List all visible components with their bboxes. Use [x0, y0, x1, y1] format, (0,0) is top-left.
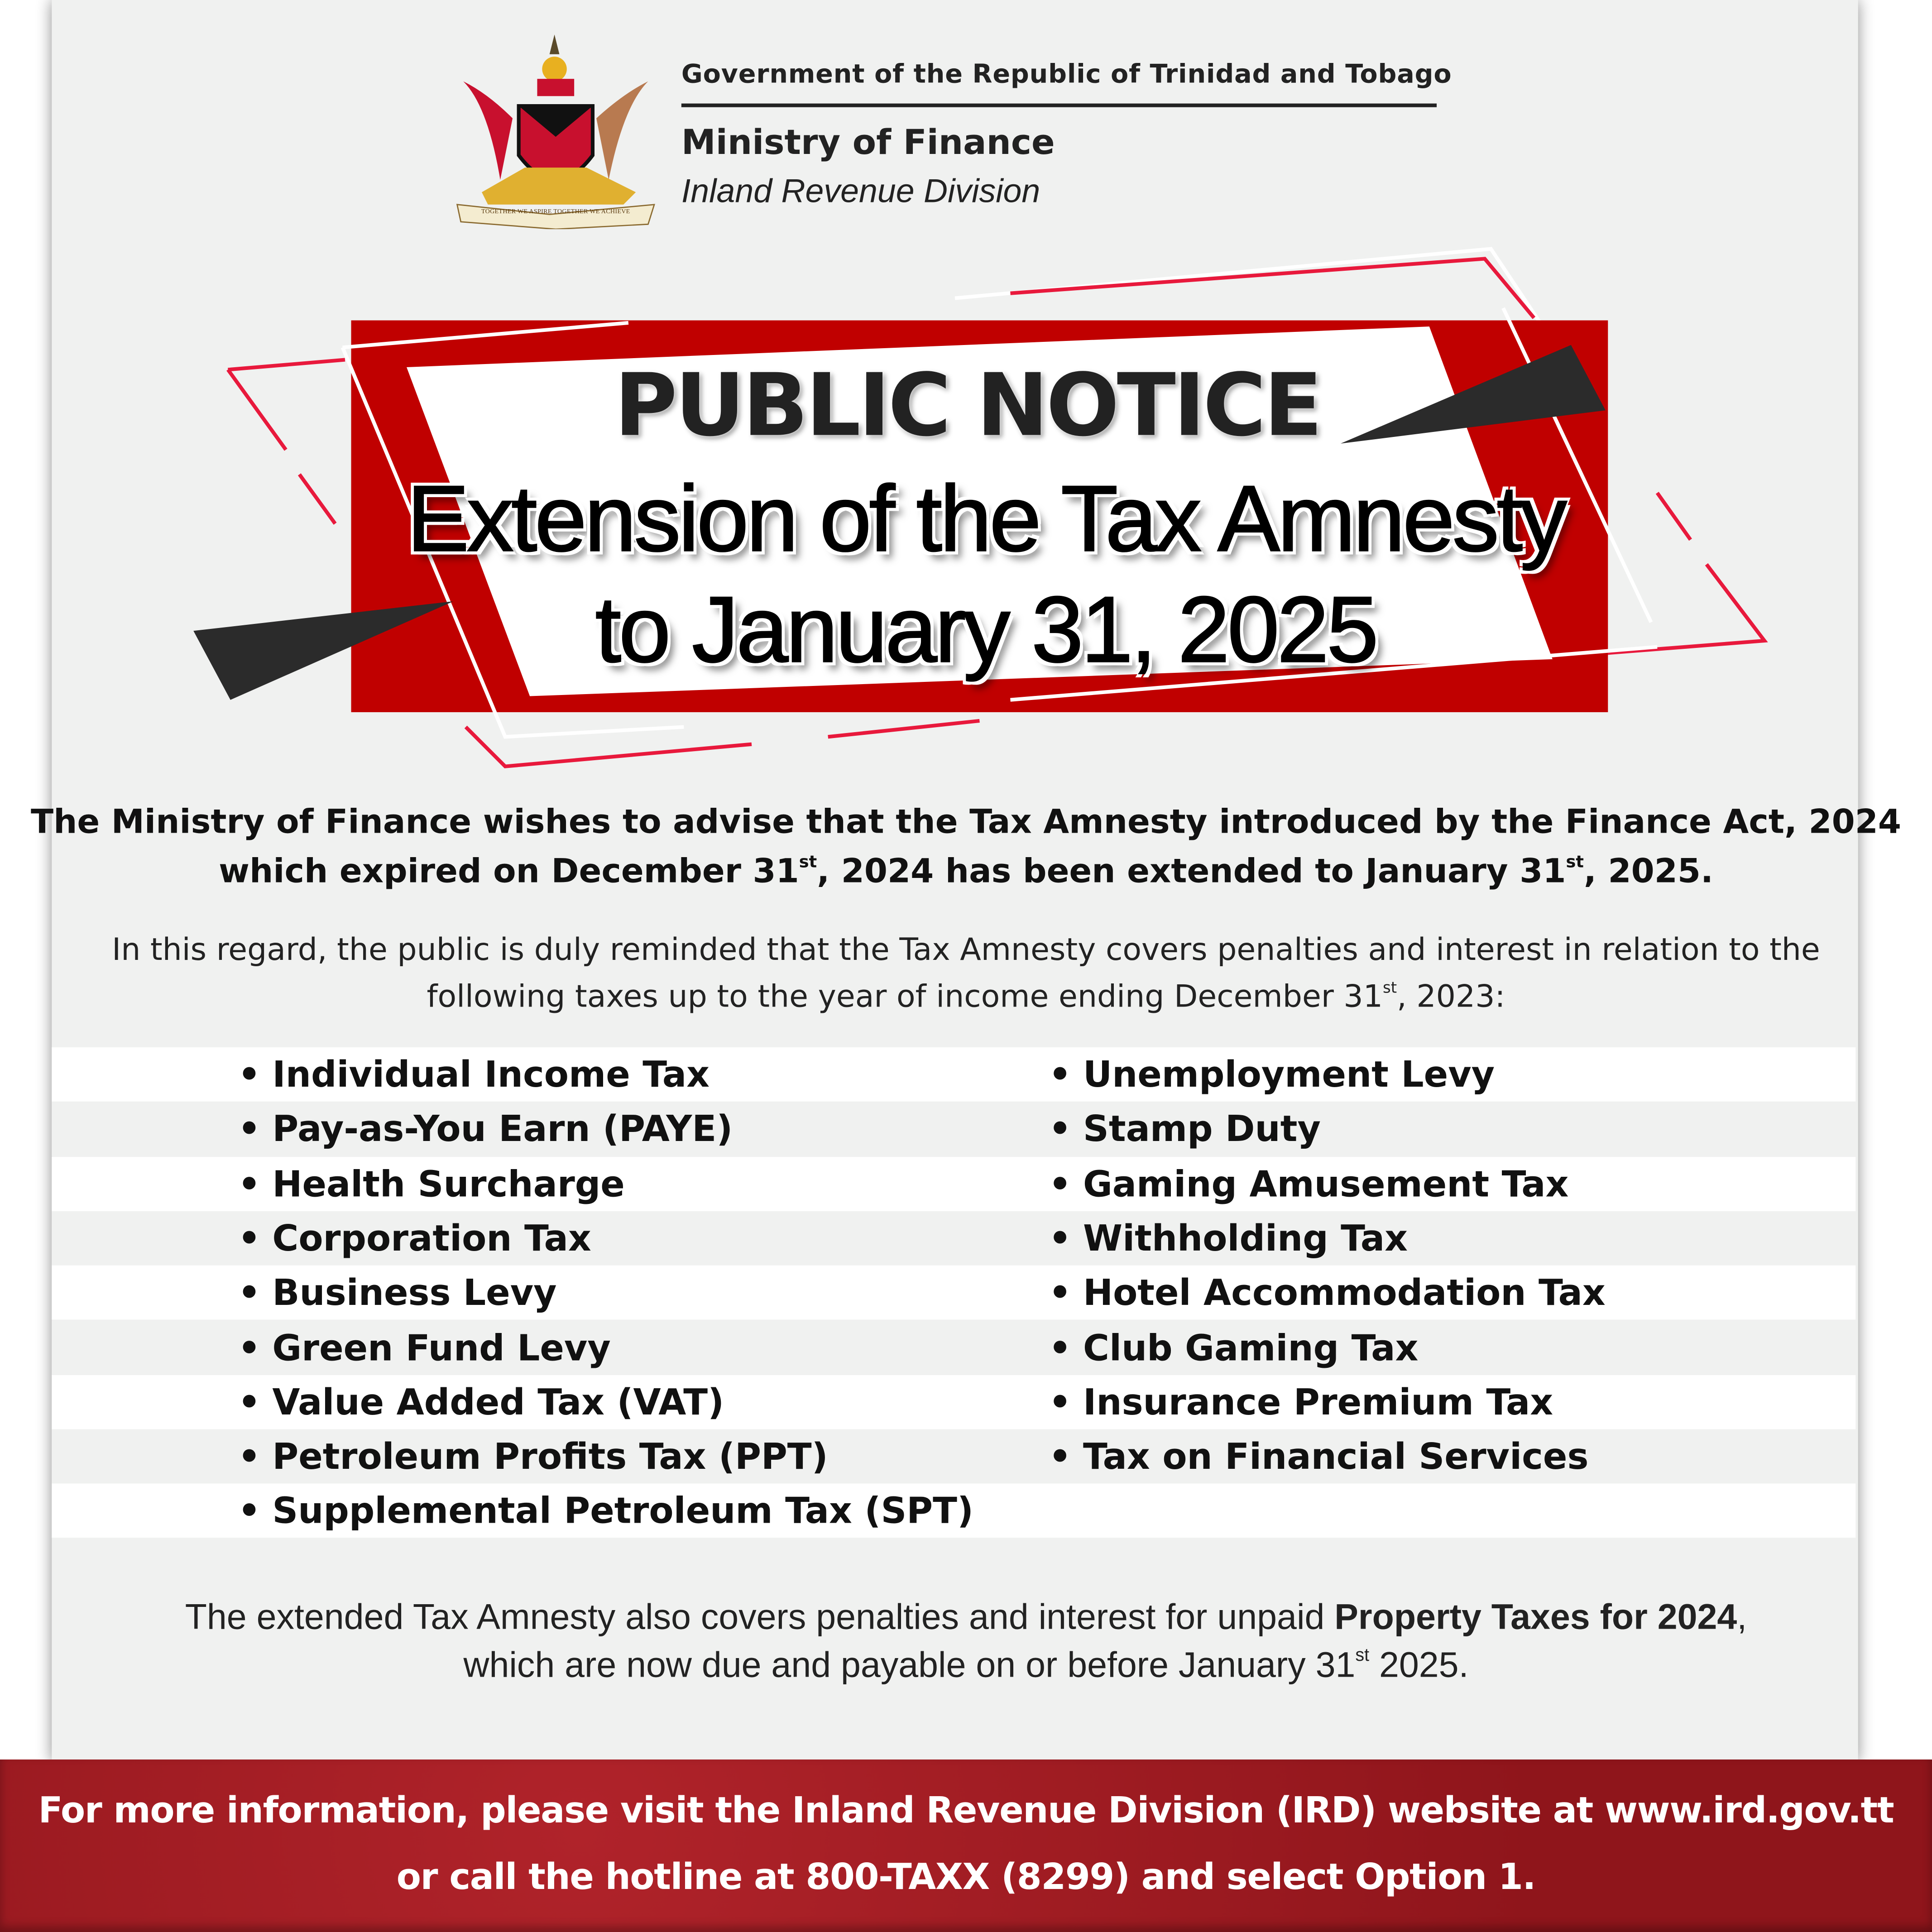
bullet-icon: • [1048, 1271, 1072, 1314]
tax-name: Gaming Amusement Tax [1083, 1162, 1569, 1205]
reminder-paragraph [0, 926, 1932, 1020]
tax-name: Corporation Tax [272, 1217, 591, 1259]
ministry-title: Ministry of Finance [681, 122, 1055, 163]
tax-name: Green Fund Levy [272, 1326, 611, 1369]
text: which are now due and payable on or before January 31 [463, 1646, 1356, 1686]
government-title: Government of the Republic of Trinidad and Tobago [681, 59, 1452, 89]
bullet-icon: • [238, 1271, 261, 1314]
tax-list-item [1048, 1429, 1589, 1484]
property-taxes-emphasis: Property Taxes for 2024 [1334, 1598, 1737, 1638]
tax-name: Stamp Duty [1083, 1108, 1321, 1150]
tax-list-item [238, 1320, 611, 1375]
banner-title-line1: Extension of the Tax Amnesty [407, 467, 1565, 572]
property-tax-paragraph [0, 1594, 1932, 1690]
tax-name: Pay-as-You Earn (PAYE) [272, 1108, 733, 1150]
bullet-icon: • [1048, 1217, 1072, 1259]
text: , [1737, 1598, 1747, 1638]
bullet-icon: • [238, 1053, 261, 1096]
bullet-icon: • [1048, 1053, 1072, 1096]
tax-list-item [238, 1266, 557, 1320]
bullet-icon: • [238, 1217, 261, 1259]
tax-list-item [238, 1102, 733, 1156]
footer-line1: For more information, please visit the Inland Revenue Division (IRD) website at www.ird.gov.tt [38, 1789, 1894, 1831]
footer-line2: or call the hotline at 800-TAXX (8299) and select Option 1. [396, 1855, 1536, 1898]
tax-list-item [1048, 1320, 1419, 1375]
public-notice-label: PUBLIC NOTICE [614, 355, 1320, 456]
bullet-icon: • [1048, 1108, 1072, 1150]
bullet-icon: • [238, 1326, 261, 1369]
text: which expired on December 31 [219, 853, 799, 891]
tax-name: Supplemental Petroleum Tax (SPT) [272, 1490, 974, 1532]
tax-name: Business Levy [272, 1271, 557, 1314]
coat-of-arms-logo [451, 32, 661, 229]
tax-list-item [1048, 1266, 1606, 1320]
tax-list-item [238, 1156, 625, 1211]
header-divider [681, 104, 1437, 107]
bullet-icon: • [1048, 1381, 1072, 1423]
tax-list-item [238, 1375, 724, 1429]
tax-name: Club Gaming Tax [1083, 1326, 1419, 1369]
footer-band [0, 1759, 1932, 1932]
bullet-icon: • [238, 1108, 261, 1150]
bullet-icon: • [1048, 1326, 1072, 1369]
tax-name: Unemployment Levy [1083, 1053, 1495, 1096]
division-title: Inland Revenue Division [681, 172, 1040, 210]
tax-list-item [238, 1429, 828, 1484]
banner-title-line2: to January 31, 2025 [595, 578, 1376, 683]
tax-list-item [1048, 1156, 1569, 1211]
bullet-icon: • [238, 1381, 261, 1423]
tax-name: Insurance Premium Tax [1083, 1381, 1553, 1423]
tax-list-item [1048, 1375, 1553, 1429]
property-line1 [0, 1594, 1932, 1642]
reminder-line2 [0, 973, 1932, 1020]
text: , 2024 has been extended to January 31 [817, 853, 1566, 891]
tax-list-item [1048, 1102, 1321, 1156]
intro-paragraph [0, 798, 1932, 897]
superscript: st [1383, 978, 1397, 997]
text: 2025. [1369, 1646, 1469, 1686]
tax-list-item [238, 1211, 591, 1266]
reminder-line1: In this regard, the public is duly reminded that the Tax Amnesty covers penalties and interest in relation to the [112, 931, 1820, 968]
tax-list-item [1048, 1047, 1495, 1102]
tax-list-item [238, 1047, 710, 1102]
tax-name: Petroleum Profits Tax (PPT) [272, 1435, 828, 1478]
tax-name: Health Surcharge [272, 1162, 625, 1205]
text: following taxes up to the year of income ending December 31 [427, 978, 1383, 1014]
intro-line1: The Ministry of Finance wishes to advise that the Tax Amnesty introduced by the Finance Act, 2024 [30, 803, 1902, 842]
text: The extended Tax Amnesty also covers penalties and interest for unpaid [185, 1598, 1335, 1638]
tax-name: Tax on Financial Services [1083, 1435, 1589, 1478]
bullet-icon: • [1048, 1435, 1072, 1478]
bullet-icon: • [238, 1435, 261, 1478]
tax-list-item [1048, 1211, 1408, 1266]
coat-of-arms-motto: TOGETHER WE ASPIRE TOGETHER WE ACHIEVE [481, 208, 630, 216]
bullet-icon: • [238, 1162, 261, 1205]
tax-name: Hotel Accommodation Tax [1083, 1271, 1606, 1314]
bullet-icon: • [238, 1490, 261, 1532]
bullet-icon: • [1048, 1162, 1072, 1205]
tax-name: Individual Income Tax [272, 1053, 710, 1096]
property-line2 [0, 1642, 1932, 1690]
tax-list-item [238, 1484, 974, 1539]
text: , 2023: [1397, 978, 1505, 1014]
superscript: st [1566, 852, 1584, 873]
superscript: st [1355, 1646, 1370, 1666]
tax-name: Withholding Tax [1083, 1217, 1408, 1259]
tax-name: Value Added Tax (VAT) [272, 1381, 724, 1423]
superscript: st [799, 852, 817, 873]
text: , 2025. [1583, 853, 1713, 891]
intro-line2 [0, 848, 1932, 897]
